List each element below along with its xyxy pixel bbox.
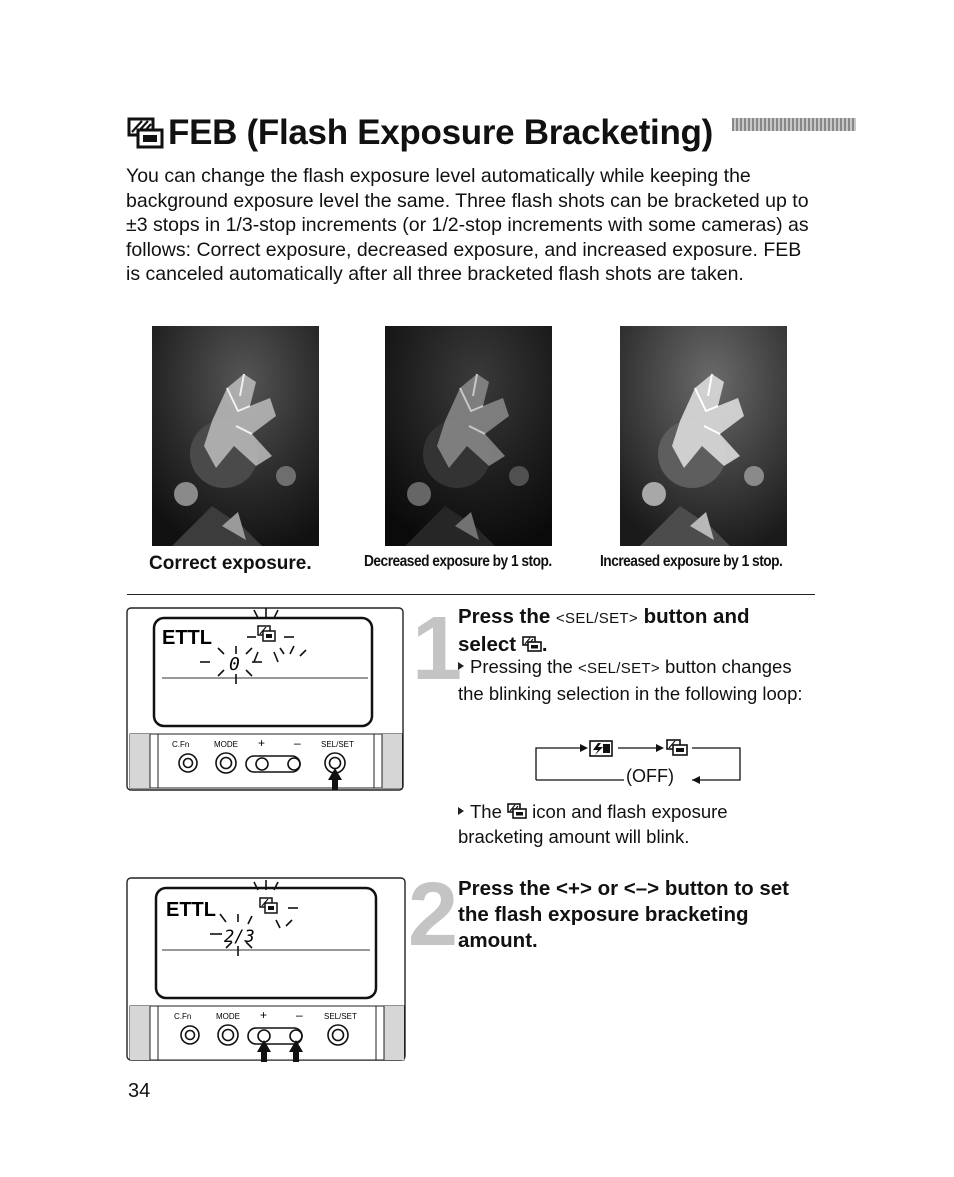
lcd-panel-step2 xyxy=(126,876,408,1062)
lcd-mode-text: ETTL xyxy=(162,627,212,649)
minus-label: – xyxy=(294,736,301,750)
photo-correct-exposure xyxy=(152,326,319,546)
step1-bullet-loop: Pressing the <SEL/SET> button changes the blinking selection in the following loop: xyxy=(458,656,803,704)
svg-text:SEL/SET: SEL/SET xyxy=(324,1012,357,1021)
svg-text:+: + xyxy=(260,1008,268,1022)
mode-label: MODE xyxy=(214,740,238,749)
step-number-1: 1 xyxy=(412,599,463,699)
svg-text:–: – xyxy=(296,1008,303,1022)
page-title: FEB (Flash Exposure Bracketing) xyxy=(168,113,713,152)
lcd-value-text: 0 xyxy=(229,654,240,675)
photo-increased-exposure xyxy=(620,326,787,546)
flash-exposure-compensation-icon xyxy=(590,741,612,756)
lcd-value-text: 2/3 xyxy=(224,927,255,947)
lcd-mode-text: ETTL xyxy=(166,899,216,921)
svg-text:C.Fn: C.Fn xyxy=(174,1012,192,1021)
feb-icon xyxy=(126,116,164,150)
page-title-row xyxy=(126,108,713,158)
step1-bullet-blink: The icon and flash exposure bracketing amount will blink. xyxy=(458,801,728,847)
caption-increased-exposure: Increased exposure by 1 stop. xyxy=(600,553,783,570)
intro-paragraph: You can change the flash exposure level automatically while keeping the background exposure level the same. Three flash shots can be bracketed up to ±3 stops in 1/3-stop increments (or 1/2-stop increments with some cameras) as follows: Correct exposure, decreased exposure, and increased exposure. FEB is canceled automatically after all three bracketed flash shots are taken. xyxy=(126,165,809,286)
svg-text:MODE: MODE xyxy=(216,1012,240,1021)
title-rule-bar xyxy=(732,118,856,131)
selset-label: SEL/SET xyxy=(321,740,354,749)
selset-key: <SEL/SET> xyxy=(556,610,638,627)
section-divider xyxy=(127,594,815,595)
feb-icon xyxy=(522,636,542,652)
cfn-label: C.Fn xyxy=(172,740,190,749)
page-number: 34 xyxy=(128,1080,151,1102)
photo-decreased-exposure xyxy=(385,326,552,546)
plus-label: + xyxy=(258,736,266,750)
step1-heading: Press the <SEL/SET> button and select . xyxy=(458,605,750,656)
loop-off-label: (OFF) xyxy=(626,766,674,786)
caption-correct-exposure: Correct exposure. xyxy=(149,553,312,574)
feb-icon xyxy=(667,740,687,755)
feb-icon xyxy=(507,803,527,819)
caption-decreased-exposure: Decreased exposure by 1 stop. xyxy=(364,553,552,570)
step-number-2: 2 xyxy=(408,865,459,965)
step2-heading: Press the <+> or <–> button to set the flash exposure bracketing amount. xyxy=(458,877,789,952)
lcd-panel-step1 xyxy=(126,606,406,792)
